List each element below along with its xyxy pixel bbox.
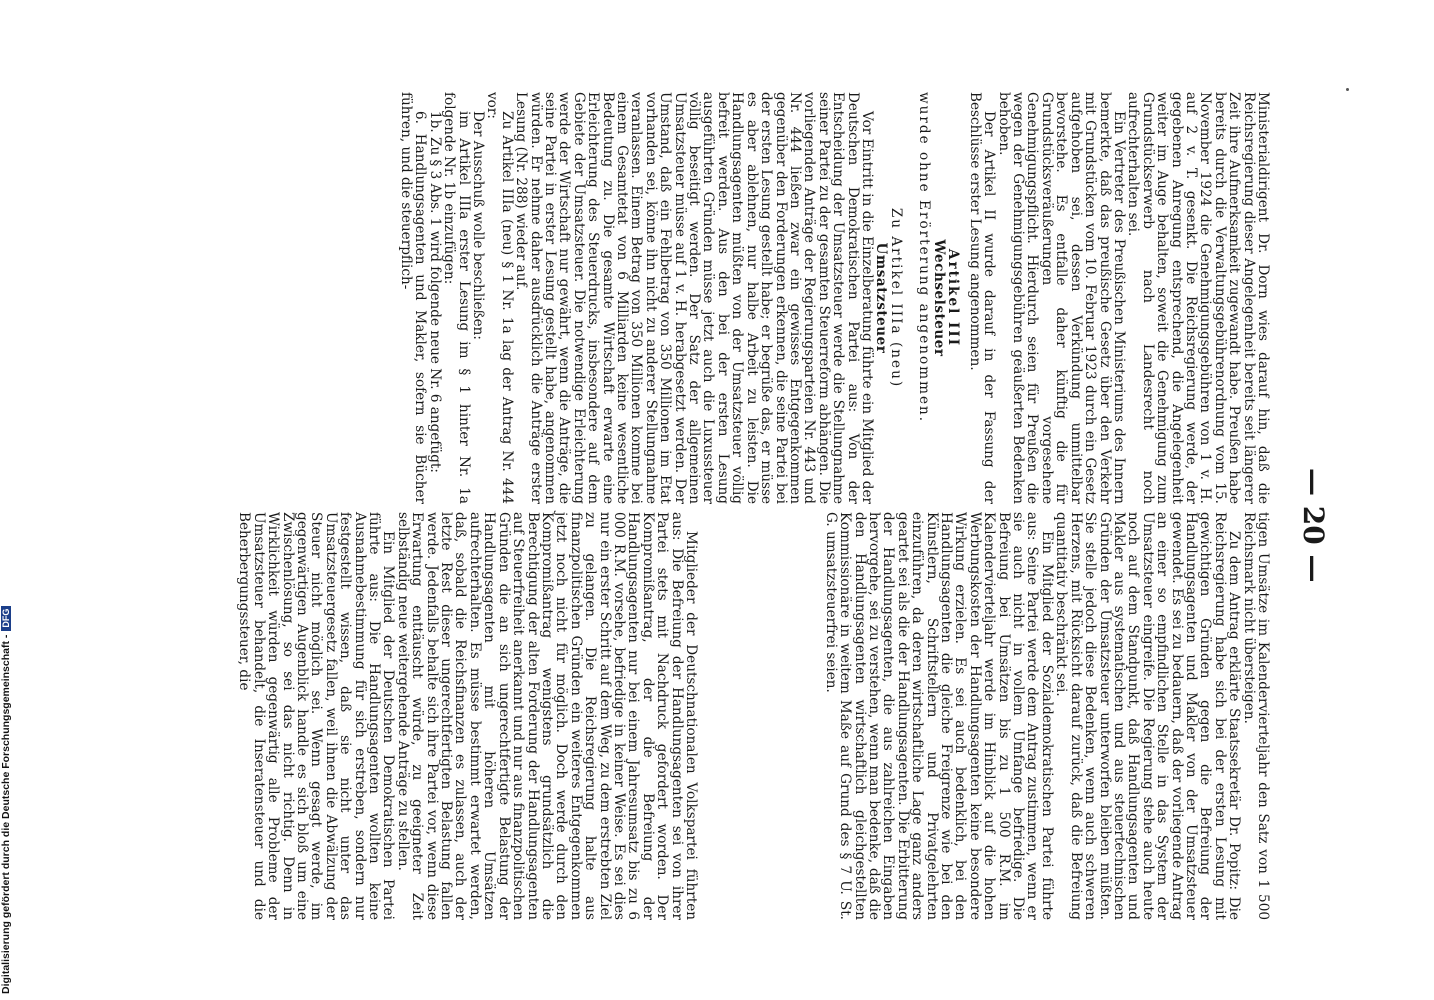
footer-text: Digitalisierung gefördert durch die Deutsche Forschungsgemeinschaft - — [0, 634, 12, 994]
article-heading: Zu Artikel IIIa (neu) — [887, 207, 904, 389]
left-column-b — [399, 92, 960, 504]
article-subheading: Wechselsteuer — [930, 239, 947, 357]
article-heading: Artikel III — [945, 248, 961, 348]
paragraph: Ein Vertreter des Preußischen Ministeriums des Innern bemerkte, daß das preußische Gesetz über den Verkehr mit Grundstücken vom 10. Februar 1923 durch ein Gesetz aufgehoben sei, dessen Verkündung unmittelbar bevorstehe. Es entfalle daher künftig die für Grundstücksveräußerungen vorgesehene Genehmigungspflicht. Hierdurch seien für Preußen die wegen der Genehmigungsgebühren geäußerten Bedenken behoben. — [995, 92, 1127, 504]
paragraph: 6. Handlungsagenten und Makler, sofern sie Bücher führen, und die steuerpflich- — [397, 92, 429, 504]
paragraph: 1b. Zu § 3 Abs. 1 wird folgende neue Nr. 6 angefügt: — [426, 111, 443, 473]
paragraph: Ministerialdirigent Dr. Dorn wies darauf hin, daß die Reichsregierung dieser Angelegenheit bereits seit längerer Zeit ihre Aufmerksamkeit zugewandt habe. Preußen habe bereits durch die Verwaltungsgebührenordnung vom 15. November 1924 die Genehmigungsgebühren von 1 v. H. auf 2 v. T. gesenkt. Die Reichsregierung werde, der gegebenen Anregung entsprechend, die Angelegenheit weiter im Auge behalten, soweit die Genehmigung zum Grundstückserwerb nach Landesrecht noch aufrechterhalten sei. — [1125, 92, 1271, 504]
page-number — [1286, 468, 1330, 583]
page-number-text: — 20 — — [1297, 468, 1330, 583]
paragraph: Der Ausschuß wolle beschließen: — [470, 111, 486, 341]
speck-mark — [1346, 88, 1349, 91]
paragraph: Zu Artikel IIIa (neu) § 1 Nr. 1a lag der Antrag Nr. 444 vor: — [484, 92, 515, 504]
paragraph: Ein Mitglied der Sozialdemokratischen Partei führte aus: Seine Partei werde dem Antrag zustimmen, wenn er sie auch nicht in vollem Umfange befriedige. Die Befreiung bei Umsätzen bis zu 1 500 R.M. im Kalendervierteljahr werde im Hinblick auf die hohen Werbungskosten der Handlungsagenten keine besondere Wirkung erzielen. Es sei auch bedenklich, bei den Handlungsagenten die gleiche Freigrenze wie bei den Künstlern, Schriftstellern und Privatgelehrten einzuführen, da deren wirtschaftliche Lage ganz anders geartet sei als die der Handlungsagenten. Die Erbitterung der Handlungsagenten, die aus zahlreichen Eingaben hervorgehe, sei zu verstehen, wenn man bedenke, daß die den Handlungsagenten wirtschaftlich gleichgestellten Kommissionäre in weitem Maße auf Grund des § 7 U. St. G. umsatzsteuerfrei seien. — [822, 512, 1055, 920]
paragraph: Zu dem Antrag erklärte Staatssekretär Dr. Popitz: Die Reichsregierung habe sich bei der ersten Lesung mit gewichtigen Gründen gegen die Befreiung der Handlungsagenten und Makler von der Umsatzsteuer gewendet. Es sei zu bedauern, daß der vorliegende Antrag an einer so empfindlichen Stelle in das System der Umsatzsteuer eingreife. Die Regierung stehe auch heute noch auf dem Standpunkt, daß Handlungsagenten und Makler aus systematischen und aus steuertechnischen Gründen der Umsatzsteuer unterworfen bleiben müßten. Sie stelle jedoch diese Bedenken, wenn auch schweren Herzens, mit Rücksicht darauf zurück, daß die Befreiung quantitativ beschränkt sei. — [1053, 512, 1243, 920]
paragraph: Der Artikel II wurde darauf in der Fassung der Beschlüsse erster Lesung angenommen. — [966, 92, 998, 504]
paragraph: Vor Eintritt in die Einzelberatung führte ein Mitglied der Deutschen Demokratischen Partei aus: Von der Entscheidung der Umsatzsteuer werde die Stellungnahme seiner Partei zu der gesamten Steuerreform abhängen. Die vorliegenden Anträge der Regierungsparteien Nr. 443 und Nr. 444 ließen zwar ein gewisses Entgegenkommen gegenüber den Forderungen erkennen, die seine Partei bei der ersten Lesung gestellt habe; er begrüße das, er müsse es aber ablehnen, nur halbe Arbeit zu leisten. Die Handlungsagenten müßten von der Umsatzsteuer völlig befreit werden. Aus den bei der ersten Lesung ausgeführten Gründen müsse jetzt auch die Luxussteuer völlig beseitigt werden. Der Satz der allgemeinen Umsatzsteuer müsse auf 1 v. H. herabgesetzt werden. Der Umstand, daß ein Fehlbetrag von 350 Millionen im Etat vorhanden sei, könne ihn nicht zu anderer Stellungnahme veranlassen. Einem Betrag von 350 Millionen komme bei einem Gesamtetat von 6 Milliarden keine wesentliche Bedeutung zu. Die gesamte Wirtschaft erwarte eine Erleichterung des Steuerdrucks, insbesondere auf dem Gebiete der Umsatzsteuer. Die notwendige Erleichterung werde der Wirtschaft nur gewährt, wenn die Anträge, die seine Partei in erster Lesung gestellt habe, angenommen würden. Er nehme daher ausdrücklich die Anträge erster Lesung (Nr. 288) wieder auf. — [513, 92, 875, 504]
paragraph: Mitglieder der Deutschnationalen Volkspartei führten aus: Die Befreiung der Handlungsagenten sei von ihrer Partei stets mit Nachdruck gefordert worden. Der Kompromißantrag, der die Befreiung der Handlungsagenten nur bei einem Jahresumsatz bis zu 6 000 R.M. vorsehe, befriedige in keiner Weise. Es sei dies nur ein erster Schritt auf dem Weg, zu dem erstrebten Ziel zu gelangen. Die Reichsregierung halte aus finanzpolitischen Gründen ein weiteres Entgegenkommen jetzt noch nicht für möglich. Doch werde durch den Kompromißantrag wenigstens grundsätzlich die Berechtigung der alten Forderung der Handlungsagenten auf Steuerfreiheit anerkannt und nur aus finanzpolitischen Gründen die an sich ungerechtfertigte Belastung der Handlungsagenten mit höheren Umsätzen aufrechterhalten. Es müsse bestimmt erwartet werden, daß, sobald die Reichsfinanzen es zulassen, auch der letzte Rest dieser ungerechtfertigten Belastung fallen werde. Jedenfalls behalte sich ihre Partei vor, wenn diese Erwartung enttäuscht würde, zu geeigneter Zeit selbständig neue weitergehende Anträge zu stellen. — [394, 512, 699, 920]
paragraph: im Artikel IIIa erster Lesung im § 1 hinter Nr. 1a folgende Nr. 1b einzufügen: — [441, 92, 472, 504]
right-column-b — [237, 512, 698, 920]
paragraph: tigen Umsätze im Kalendervierteljahr den Satz von 1 500 Reichsmark nicht übersteigen. — [1240, 512, 1271, 920]
dfg-logo: DFG — [1, 606, 11, 631]
paragraph: wurde ohne Erörterung angenommen. — [916, 92, 933, 424]
digitization-footer — [0, 606, 12, 994]
paragraph: Ein Mitglied der Deutschen Demokratischen Partei führte aus: Die Handlungsagenten wollten keine Ausnahmebestimmung für sich erstreben, sondern nur festgestellt wissen, daß sie nicht unter das Umsatzsteuergesetz fallen, weil ihnen die Abwälzung der Steuer nicht möglich sei. Wenn gesagt werde, im gegenwärtigen Augenblick handle es sich bloß um eine Zwischenlösung, so sei das nicht richtig. Denn in Wirklichkeit würden gegenwärtig alle Probleme der Umsatzsteuer behandelt, die Inseratensteuer und die Beherbergungssteuer, die — [236, 512, 397, 920]
right-column-a — [823, 512, 1270, 920]
article-subheading: Umsatzsteuer — [873, 242, 890, 354]
left-column-a — [967, 92, 1270, 504]
